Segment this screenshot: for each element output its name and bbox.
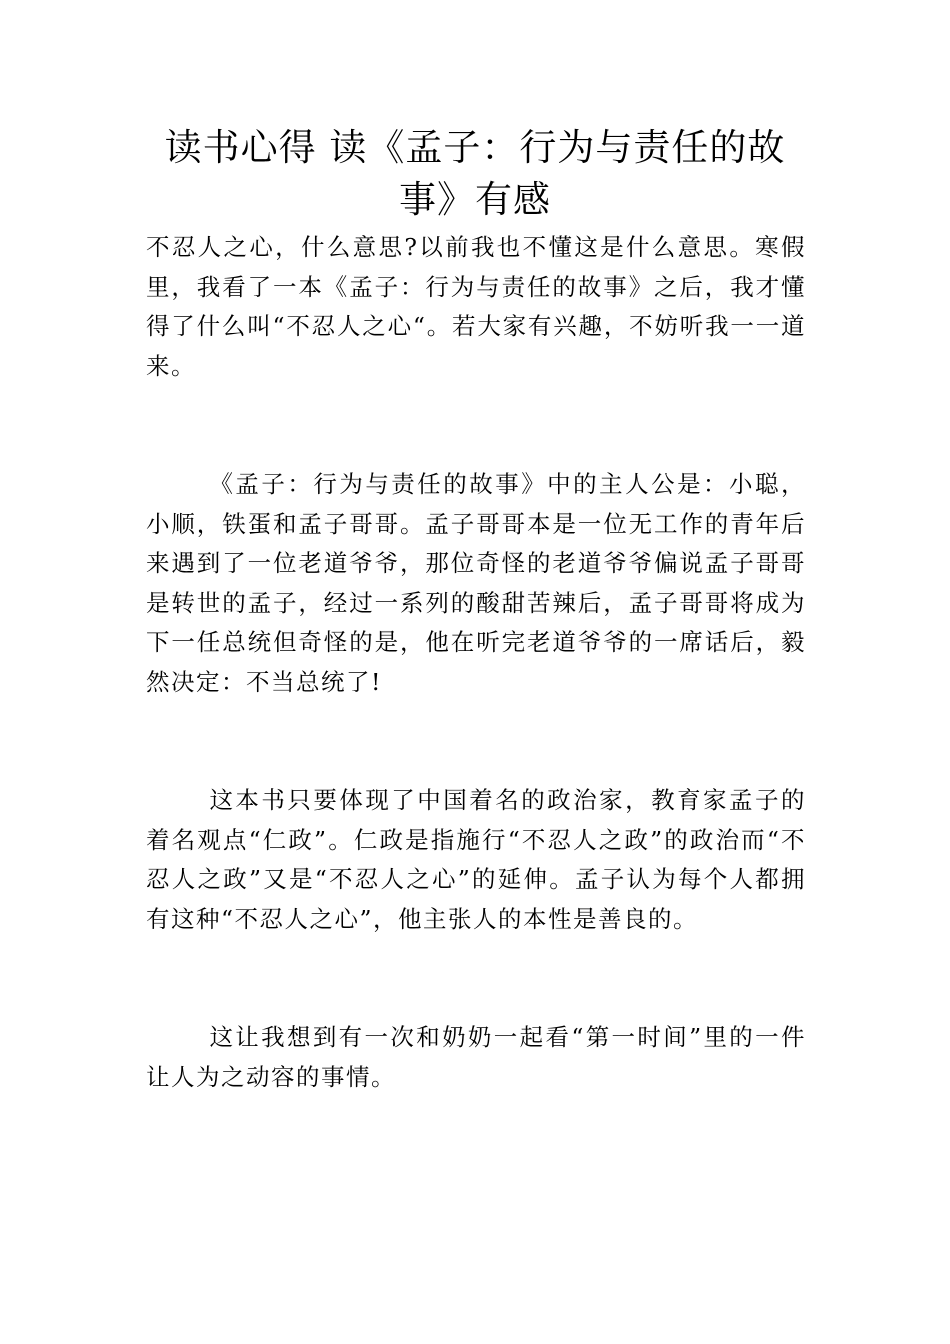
paragraph-2: 《孟子：行为与责任的故事》中的主人公是：小聪，小顺，铁蛋和孟子哥哥。孟子哥哥本是一位无工作的青年后来遇到了一位老道爷爷，那位奇怪的老道爷爷偏说孟子哥哥是转世的孟子，经过一系列的酸甜苦辣后，孟子哥哥将成为下一任总统但奇怪的是，他在听完老道爷爷的一席话后，毅然决定：不当总统了! <box>146 470 806 696</box>
paragraph-3: 这本书只要体现了中国着名的政治家，教育家孟子的着名观点“仁政”。仁政是指施行“不忍人之政”的政治而“不忍人之政”又是“不忍人之心”的延伸。孟子认为每个人都拥有这种“不忍人之心”，他主张人的本性是善良的。 <box>146 786 806 933</box>
document-title: 读书心得 读《孟子：行为与责任的故事》有感 <box>164 126 786 221</box>
paragraph-4: 这让我想到有一次和奶奶一起看“第一时间”里的一件让人为之动容的事情。 <box>146 1023 806 1091</box>
document-body <box>146 228 806 1097</box>
paragraph-1: 不忍人之心，什么意思?以前我也不懂这是什么意思。寒假里，我看了一本《孟子：行为与责任的故事》之后，我才懂得了什么叫“不忍人之心“。若大家有兴趣，不妨听我一一道来。 <box>146 233 806 380</box>
